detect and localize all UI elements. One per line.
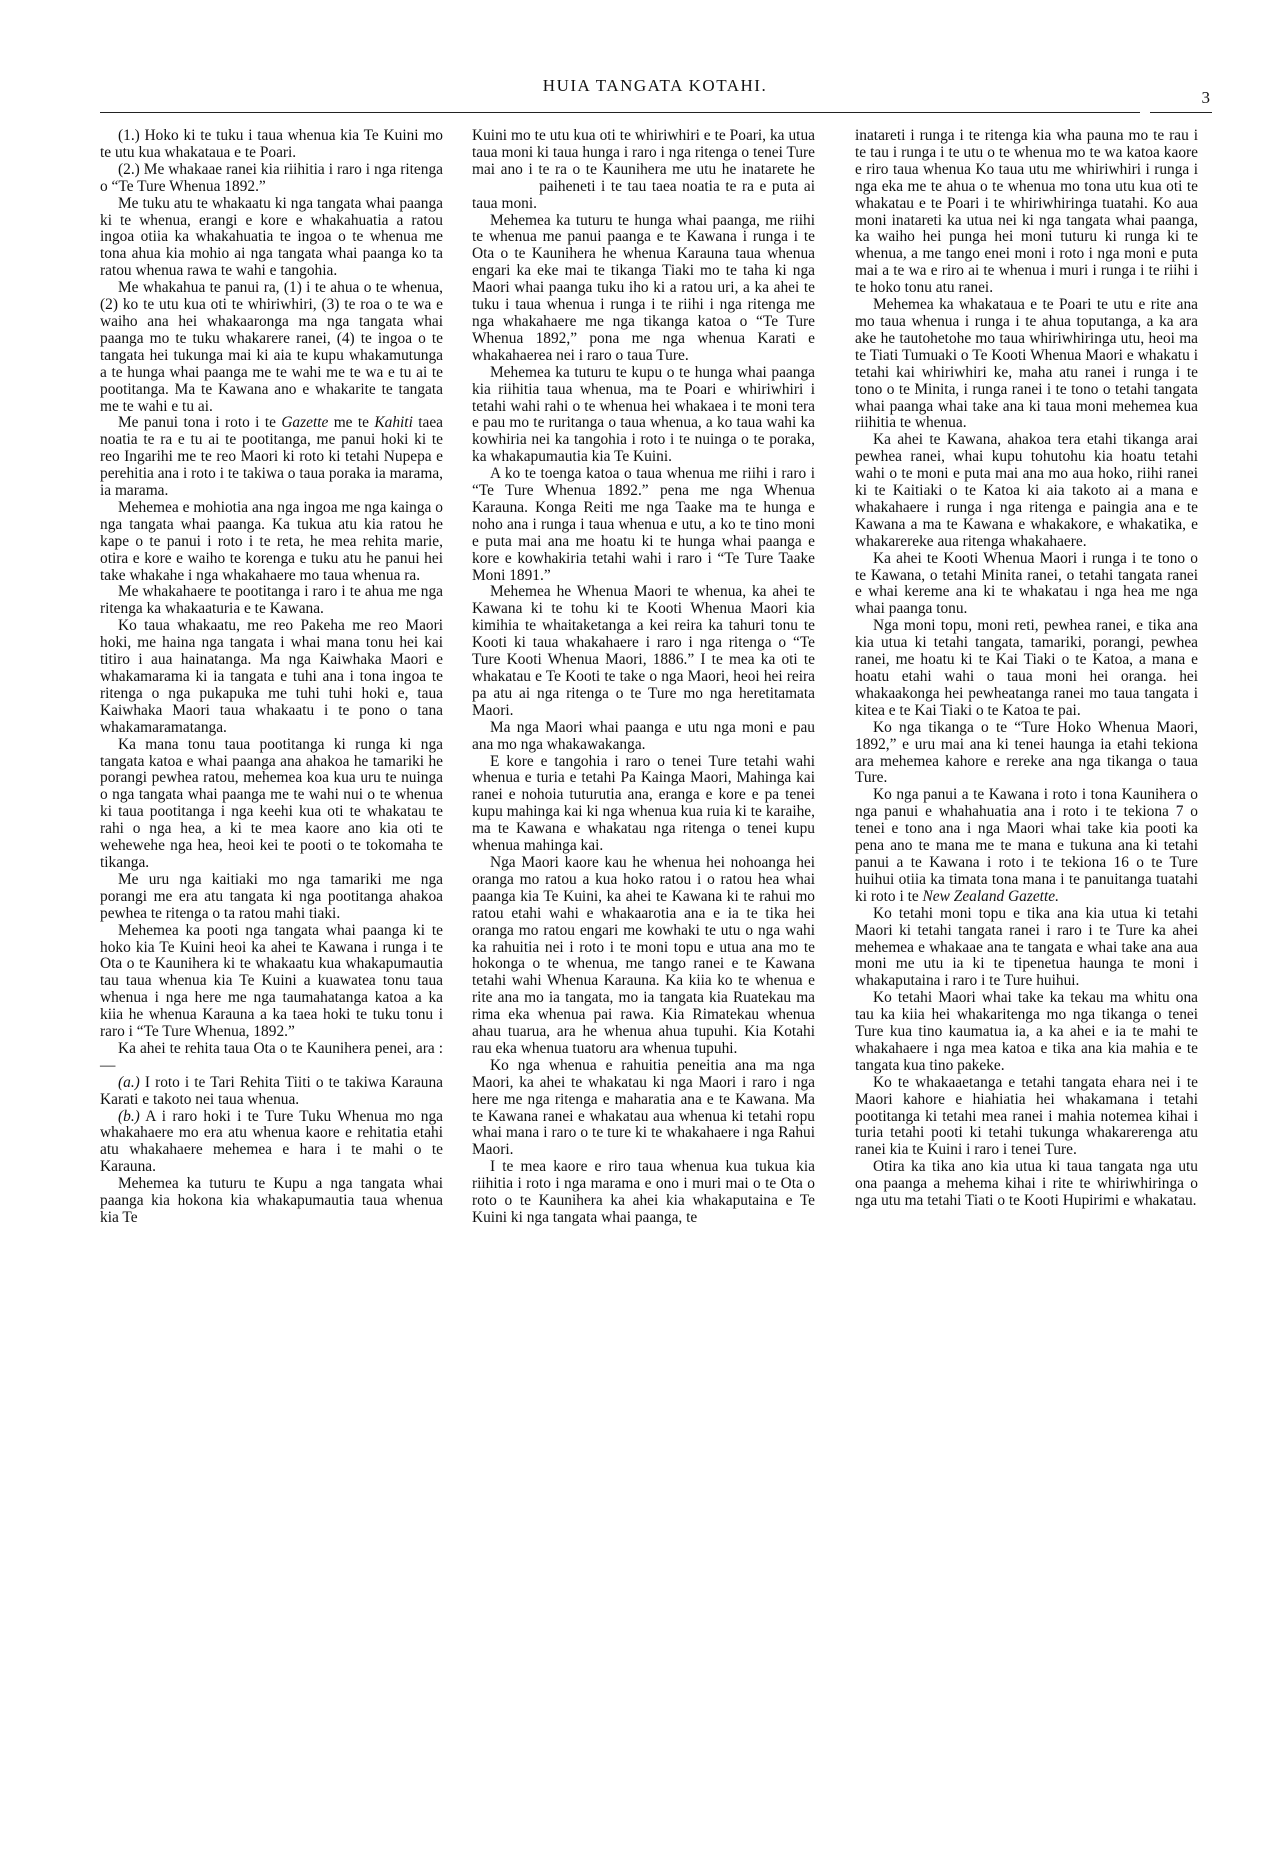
paragraph xyxy=(472,584,815,719)
paragraph-text: Mehemea e mohiotia ana nga ingoa me nga kainga o nga tangata whai paanga. Ka tukua atu kia ratou he kape o te panui i roto i te reta, he mea rehita marie, otira e kore e waiho te korenga e tuku atu he panui hei take whakahe i nga whakahaere mo taua whenua ra. xyxy=(100,498,443,584)
paragraph xyxy=(472,213,815,365)
paragraph xyxy=(472,466,815,584)
paragraph xyxy=(100,196,443,281)
paragraph xyxy=(855,720,1198,788)
page-number: 3 xyxy=(1201,88,1210,107)
paragraph-text: Ka mana tonu taua pootitanga ki runga ki nga tangata katoa e whai paanga ana ahakoa he tamariki he porangi pewhea ratou, mehemea koa kua uru te nuinga o nga tangata whai paanga me te wahi nui o te whenua ki taua pootitanga i nga keehi kua oti te whakatau te rahi o nga hea, a ki te mea kaore ano kia oti te wehewehe nga hea, heoi kei te pooti o te tokomaha te tikanga. xyxy=(100,735,443,871)
paragraph-text: Ko nga panui a te Kawana i roto i tona Kaunihera o nga panui e whahahuatia ana i roto i te tekiona 7 o tenei e tono ana i nga Maori whai take kia pooti ka pena ano te mana me te mana e tukuna ana ki tetahi panui a te Kawana i roto i te tekiona 16 o te Ture huihui otiia ka timata tona mana i te panuitanga tuatahi ki roto i te xyxy=(855,786,1198,905)
paragraph-text: Mehemea ka tuturu te Kupu a nga tangata whai paanga kia hokona kia whakapumautia taua whenua kia Te xyxy=(100,1175,443,1226)
paragraph xyxy=(100,128,443,162)
paragraph xyxy=(100,872,443,923)
paragraph-text: Mehemea ka tuturu te hunga whai paanga, me riihi te whenua me panui paanga e te Kawana i runga i te Ota o te Kaunihera he whenua Karauna taua whenua engari ka eke mai te tikanga Tiaki mo te taha ki nga Maori whai paanga tuku iho ki a ratou uri, a ka ahei te tuku i taua whenua i runga i te riihi i nga ritenga me nga whakahaere me nga tikanga katoa o “Te Ture Whenua 1892,” pona me nga whenua Karati e whakahaerea nei i raro o taua Ture. xyxy=(472,211,815,364)
text-column-2 xyxy=(472,128,815,1227)
paragraph-text: Ka ahei te Kooti Whenua Maori i runga i te tono o te Kawana, o tetahi Minita ranei, o tetahi tangata ranei e whai kereme ana ki te whakatau i nga hea me nga whai paanga tonu. xyxy=(855,549,1198,618)
paragraph xyxy=(100,415,443,500)
paragraph-text: Otira ka tika ano kia utua ki taua tangata nga utu ona paanga a mehema kihai i rite te whiriwhiringa o nga utu ma tetahi Tiati o te Kooti Hupirimi e whakatau. xyxy=(855,1158,1198,1210)
paragraph xyxy=(100,1075,443,1109)
italic-text: Kahiti xyxy=(374,414,413,432)
paragraph-text: Mehemea ka pooti nga tangata whai paanga ki te hoko kia Te Kuini heoi ka ahei te Kawana i runga i te Ota o te Kaunihera ki te whakaatu kua whakapumautia tau taua whenua kia Te Kuini a kuawatea tonu taua whenua i nga here me nga taumahatanga katoa a ka kiia he whenua Karauna a ka taea hoki te tuku tonu i raro i “Te Ture Whenua, 1892.” xyxy=(100,921,443,1041)
paragraph-text: Kuini mo te utu kua oti te whiriwhiri e te Poari, ka utua taua moni ki taua hunga i raro i nga ritenga o tenei Ture mai ano i te ra o te Kaunihera me utu he inatarete he paiheneti i te tau taea noatia te ra e puta ai taua moni. xyxy=(472,127,815,212)
paragraph xyxy=(100,618,443,736)
paragraph-text: me te xyxy=(328,414,375,432)
paragraph xyxy=(855,551,1198,619)
paragraph xyxy=(100,280,443,415)
paragraph xyxy=(472,365,815,466)
italic-text: (b.) xyxy=(118,1107,140,1125)
paragraph xyxy=(100,500,443,585)
paragraph-text: Ko tetahi moni topu e tika ana kia utua ki tetahi Maori ki tetahi tangata ranei i raro i te Ture ka ahei mehemea e whakaae ana te tangata e whai take ana aua moni me utu ia ki te tipenetua haunga te moni i whakaputaina i raro i te Ture huihui. xyxy=(855,904,1198,990)
paragraph-text: A ko te toenga katoa o taua whenua me riihi i raro i “Te Ture Whenua 1892.” pena me nga Whenua Karauna. Konga Reiti me nga Taake ma te hunga e noho ana i runga i taua whenua e utu, a ko te tino moni e puta mai ana me hoatu ki te hunga whai paanga e kore e kowhakiria tetahi wahi i raro i “Te Ture Taake Moni 1891.” xyxy=(472,465,815,584)
paragraph-text: Ko nga tikanga o te “Ture Hoko Whenua Maori, 1892,” e uru mai ana ki tenei haunga ia etahi tekiona ara mehemea kahore e rereke ana nga tikanga o taua Ture. xyxy=(855,718,1198,787)
paragraph xyxy=(472,1159,815,1227)
paragraph-text: Mehemea ka whakataua e te Poari te utu e rite ana mo taua whenua i runga i te ahua toputanga, a ka ara ake he tautohetohe mo taua whiriwhiringa utu, heoi ma te Tiati Tumuaki o Te Kooti Whenua Maori e whakatu i tetahi kai whiriwhiri ke, maha atu ranei i runga i te tono o te Minita, i runga ranei i te tono o tetahi tangata whai paanga whai take ana ki taua moni mehemea kua riihitia te whenua. xyxy=(855,296,1198,432)
paragraph xyxy=(472,720,815,754)
page-header xyxy=(100,70,1210,110)
paragraph xyxy=(472,1058,815,1159)
header-rule-right xyxy=(1150,112,1212,113)
paragraph-text: Nga Maori kaore kau he whenua hei nohoanga hei oranga mo ratou a kua hoko ratou i o ratou hea whai paanga kia Te Kuini, ka ahei te Kawana ki te rahui mo ratou etahi wahi e whakaarotia ana e ia te tika hei oranga mo ratou engari me kowhaki te utu o nga wahi ka rahuitia nei i roto i te moni topu e utua ana mo te hokonga o te whenua, me tango ranei e te Kawana tetahi wahi Whenua Karauna. Ka kiia ko te whenua e rite ana mo ia tangata, mo ia tangata kia Ruatekau ma rima eka whenua pai rawa. Kia Rimatekau whenua ahau tuarua, ara he whenua ahua tupuhi. Kia Kotahi rau eka whenua tuatoru ara whenua tupuhi. xyxy=(472,853,815,1057)
paragraph-text: E kore e tangohia i raro o tenei Ture tetahi wahi whenua e turia e tetahi Pa Kainga Maori, Mahinga kai ranei e nohoia tuturutia ana, eranga e kore e pa tenei kupu mahinga kai ki nga whenua kua ruia ki te karaihe, ma te Kawana e whakatau nga ritenga o tenei kupu whenua mahinga kai. xyxy=(472,752,815,855)
paragraph xyxy=(100,1109,443,1177)
paragraph xyxy=(855,618,1198,719)
paragraph-text: Ma nga Maori whai paanga e utu nga moni e pau ana mo nga whakawakanga. xyxy=(472,718,815,753)
italic-text: Gazette xyxy=(281,414,329,432)
paragraph xyxy=(855,990,1198,1075)
paragraph-text: Ka ahei te rehita taua Ota o te Kaunihera penei, ara :— xyxy=(100,1039,443,1074)
paragraph xyxy=(855,787,1198,905)
paragraph-text: Mehemea ka tuturu te kupu o te hunga whai paanga kia riihitia taua whenua, ma te Poari e whiriwhiri i tetahi wahi rahi o te whenua hei whakaea i te moni tera e pau mo te ruritanga o taua whenua, a ko taua wahi ka kowhiria nei ka tangohia i roto i te nuinga o te poraka, ka whakapumautia kia Te Kuini. xyxy=(472,363,815,466)
paragraph xyxy=(100,584,443,618)
paragraph-text: Ka ahei te Kawana, ahakoa tera etahi tikanga arai pewhea ranei, whai kupu tohutohu kia hoatu tetahi wahi o te moni e puta mai ana mo aua hoko, riihi ranei ki te Kaitiaki o te Katoa ki aia takoto ai a mana e whakahaere i runga i nga ritenga e paingia ana e te Kawana a ma te Kawana e whakakore, e whakatika, e whakarereke aua ritenga whakahaere. xyxy=(855,431,1198,550)
paragraph-text: (1.) Hoko ki te tuku i taua whenua kia Te Kuini mo te utu kua whakataua e te Poari. xyxy=(100,127,443,161)
paragraph xyxy=(855,906,1198,991)
paragraph-text: A i raro hoki i te Ture Tuku Whenua mo nga whakahaere mo era atu whenua kaore e rehitatia etahi atu whakahaere mehemea e hara i te mahi o te Karauna. xyxy=(100,1107,443,1176)
paragraph-text: Mehemea he Whenua Maori te whenua, ka ahei te Kawana ki te tohu ki te Kooti Whenua Maori kia kimihia te whaitaketanga a kei reira ka tahuri tonu te Kooti ki taua whakahaere i raro i nga ritenga o “Te Ture Kooti Whenua Maori, 1886.” I te mea ka oti te whakatau e Te Kooti te take o nga Maori, heoi hei reira pa atu ai nga ritenga o te Ture mo nga heretitamata Maori. xyxy=(472,583,815,719)
paragraph-text: I te mea kaore e riro taua whenua kua tukua kia riihitia i roto i nga marama e ono i muri mai o te Ota o roto o te Kaunihera ka ahei kia whakaputaina e Te Kuini ki nga tangata whai paanga, te xyxy=(472,1158,815,1226)
paragraph xyxy=(472,855,815,1058)
paragraph xyxy=(100,162,443,196)
paragraph-text: (2.) Me whakaae ranei kia riihitia i raro i nga ritenga o “Te Ture Whenua 1892.” xyxy=(100,160,443,195)
text-column-1 xyxy=(100,128,443,1227)
italic-text: New Zealand Gazette. xyxy=(922,887,1059,905)
paragraph-text: Ko nga whenua e rahuitia peneitia ana ma nga Maori, ka ahei te whakatau ki nga Maori i raro i nga here me nga ritenga e maharatia ana e te Kawana. Ma te Kawana ranei e whakatau aua whenua ki tetahi ropu whai mana i raro o te ture ki te whakahaere i nga Rahui Maori. xyxy=(472,1056,815,1159)
paragraph-text: Me whakahua te panui ra, (1) i te ahua o te whenua, (2) ko te utu kua oti te whiriwhiri, (3) te roa o te wa e waiho ana hei whakaaronga ma nga tangata whai paanga mo te tuku whakarere ranei, (4) te ingoa o te tangata hei tukunga mai ki aia te kupu whakamutunga a te hunga whai paanga me te wahi me te wa e tu ai te pootitanga. Ma te Kawana ano e whakarite te tangata me te wahi e tu ai. xyxy=(100,279,443,415)
paragraph-text: I roto i te Tari Rehita Tiiti o te takiwa Karauna Karati e takoto nei taua whenua. xyxy=(100,1073,443,1108)
paragraph-text: inatareti i runga i te ritenga kia wha pauna mo te rau i te tau i runga i te utu o te whenua mo te wa katoa kaore e riro taua whenua Ko taua utu me whiriwhiri i runga i nga eka me te ahua o te whenua mo tona utu kua oti te whakatau e te Poari i te whiriwhiringa tuatahi. Ko aua moni inatareti ka utua nei ki nga tangata whai paanga, ka waiho hei punga hei moni tuturu ki runga ki te whenua, a me tango enei moni i roto i nga moni e puta mai a te wa e riro ai te whenua i muri i runga i te riihi i te hoko tonu atu ranei. xyxy=(855,127,1198,297)
paragraph-text: Ko taua whakaatu, me reo Pakeha me reo Maori hoki, me haina nga tangata i whai mana tonu hei kai titiro i aua hainatanga. Ma nga Kaiwhaka Maori e whakamarama ki ia tangata e tuhi ana i tona ingoa te ritenga o nga pukapuka me tuhi tuhi hoki e, taua Kaiwhaka Maori taua whakaatu i te pono o tana whakamaramatanga. xyxy=(100,617,443,736)
paragraph-text: Nga moni topu, moni reti, pewhea ranei, e tika ana kia utua ki tetahi tangata, tamariki, porangi, pewhea ranei, me hoatu ki te Kai Tiaki o te Katoa, a mana e hoatu etahi wahi o taua moni hei oranga. hei whakaakonga hei pewheatanga ranei mo taua tangata i kitea e te Kai Tiaki o te Katoa te pai. xyxy=(855,617,1198,719)
paragraph xyxy=(855,128,1198,297)
paragraph xyxy=(100,737,443,872)
paragraph-text: Me tuku atu te whakaatu ki nga tangata whai paanga ki te whenua, erangi e kore e whakahuatia a ratou ingoa otiia ka whakahuatia te ingoa o te whenua me tona ahua kia mohio ai nga tangata whai paanga ko ta ratou whenua rawa te wahi e tangohia. xyxy=(100,194,443,280)
paragraph-text: Me uru nga kaitiaki mo nga tamariki me nga porangi me era atu tangata ki nga pootitanga ahakoa pewhea te ritenga o ta ratou mahi tiaki. xyxy=(100,870,443,922)
paragraph-text: Ko tetahi Maori whai take ka tekau ma whitu ona tau ka kiia hei whakaritenga mo nga tikanga o tenei Ture kua tino kaumatua ia, a ka ahei e ia te mahi te whakahaere i nga mea katoa e tika ana kia mahia e te tangata kua tino pakeke. xyxy=(855,989,1198,1074)
paragraph xyxy=(472,128,815,213)
paragraph-text: taea noatia te ra e tu ai te pootitanga, me panui hoki ki te reo Ingarihi me te reo Maori ki roto ki tetahi Nupepa e perehitia ana i roto i te takiwa o taua poraka ia marama, ia marama. xyxy=(100,414,444,500)
paragraph xyxy=(855,1075,1198,1160)
text-column-3 xyxy=(855,128,1198,1210)
header-rule xyxy=(100,112,1140,113)
paragraph xyxy=(855,1159,1198,1210)
paragraph xyxy=(100,1041,443,1075)
paragraph xyxy=(855,297,1198,432)
paragraph xyxy=(472,754,815,855)
paragraph xyxy=(100,923,443,1041)
italic-text: (a.) xyxy=(118,1073,140,1091)
paragraph-text: Me whakahaere te pootitanga i raro i te ahua me nga ritenga ka whakaaturia e te Kawana. xyxy=(100,583,443,618)
paragraph xyxy=(855,432,1198,550)
paragraph-text: Ko te whakaaetanga e tetahi tangata ehara nei i te Maori kahore e hiahiatia hei whakamana i tetahi pootitanga ki tetahi mea ranei i mahia notemea kihai i turia tetahi pooti ki tetahi tukunga whakarerenga atu ranei kia te Kuini i raro i tenei Ture. xyxy=(855,1073,1198,1159)
newspaper-title: HUIA TANGATA KOTAHI. xyxy=(542,76,768,95)
paragraph xyxy=(100,1176,443,1227)
paragraph-text: Me panui tona i roto i te xyxy=(118,414,282,432)
